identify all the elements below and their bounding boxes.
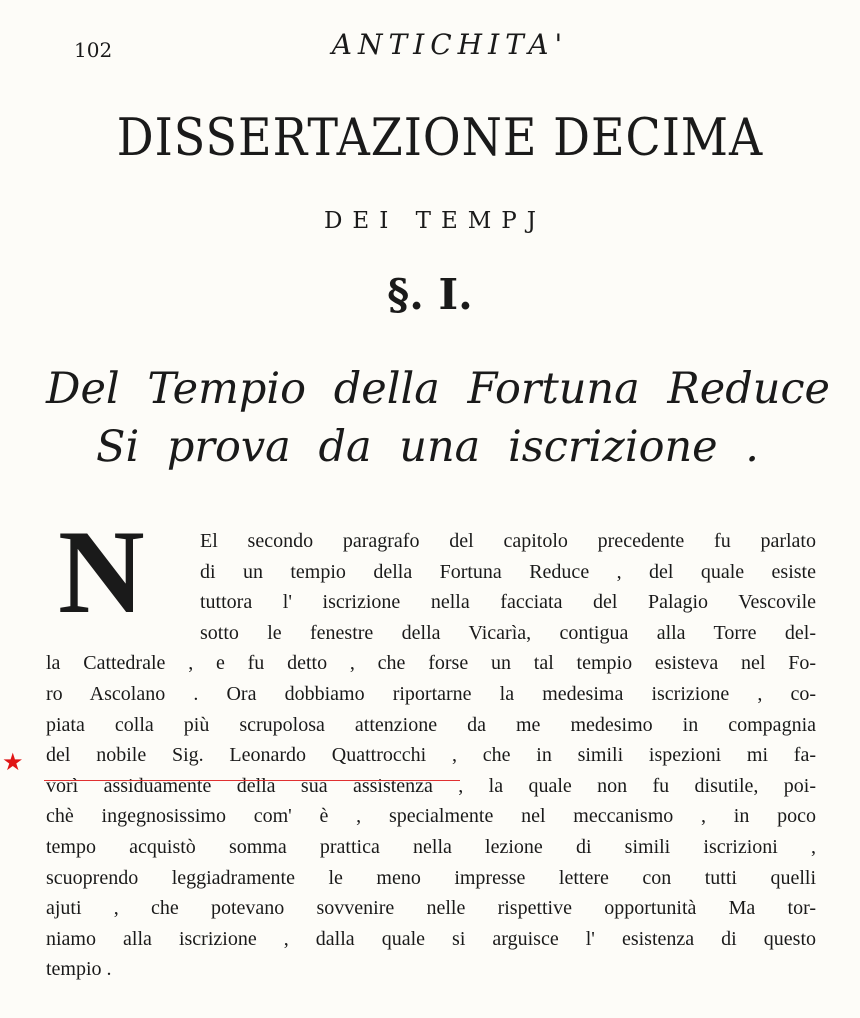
page-number: 102 bbox=[74, 38, 113, 62]
text-line: vorì assiduamente della sua assistenza , la quale non fu disutile, poi- bbox=[46, 774, 816, 797]
text-line: ro Ascolano . Ora dobbiamo riportarne la medesima iscrizione , co- bbox=[46, 682, 816, 705]
dissertation-subtitle: DEI TEMPJ bbox=[323, 208, 546, 234]
text-line: piata colla più scrupolosa attenzione da me medesimo in compagnia bbox=[46, 713, 816, 736]
section-number: §. I. bbox=[387, 270, 473, 319]
text-line: la Cattedrale , e fu detto , che forse un tal tempio esisteva nel Fo- bbox=[46, 652, 816, 675]
text-line: niamo alla iscrizione , dalla quale si arguisce l' esistenza di questo bbox=[46, 927, 816, 950]
heading-line-1: Del Tempio della Fortuna Reduce bbox=[46, 364, 830, 414]
body-paragraph bbox=[46, 526, 816, 985]
text-line: chè ingegnosissimo com' è , specialmente nel meccanismo , in poco bbox=[46, 805, 816, 828]
highlight-underline bbox=[44, 780, 460, 781]
running-title: ANTICHITA' bbox=[331, 28, 569, 61]
dissertation-title: DISSERTAZIONE DECIMA bbox=[116, 106, 764, 168]
text-line: sotto le fenestre della Vicarìa, contigua alla Torre del- bbox=[200, 621, 816, 644]
text-line: ajuti , che potevano sovvenire nelle rispettive opportunità Ma tor- bbox=[46, 897, 816, 920]
heading-line-2: Si prova da una iscrizione . bbox=[96, 422, 759, 472]
text-line: tempo acquistò somma prattica nella lezione di simili iscrizioni , bbox=[46, 835, 816, 858]
text-line: del nobile Sig. Leonardo Quattrocchi , che in simili ispezioni mi fa- bbox=[46, 744, 816, 767]
text-line: El secondo paragrafo del capitolo precedente fu parlato bbox=[200, 530, 816, 552]
text-line: tempio . bbox=[46, 958, 112, 981]
star-icon: ★ bbox=[2, 748, 24, 776]
text-line: di un tempio della Fortuna Reduce , del quale esiste bbox=[200, 560, 816, 583]
text-line: tuttora l' iscrizione nella facciata del Palagio Vescovile bbox=[200, 591, 816, 614]
drop-cap: N bbox=[58, 505, 145, 638]
text-line: scuoprendo leggiadramente le meno impresse lettere con tutti quelli bbox=[46, 866, 816, 889]
section-heading bbox=[46, 360, 830, 476]
